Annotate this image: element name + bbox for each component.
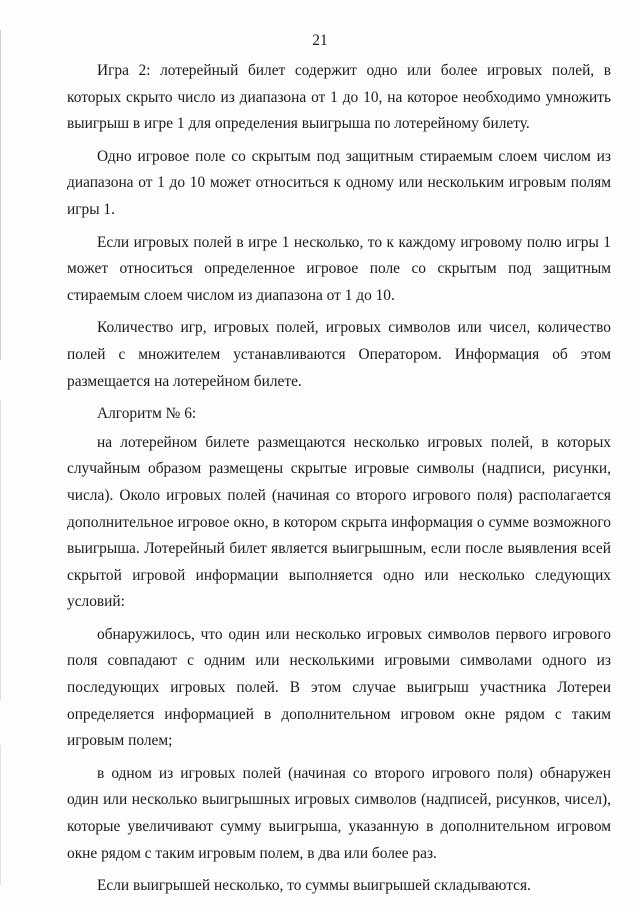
algorithm-heading: Алгоритм № 6: bbox=[97, 405, 197, 423]
paragraph-condition-match: обнаружилось, что один или несколько игровых символов первого игрового поля совпадают с одним или несколькими игровыми символами одного из последующих игровых полей. В этом случае выигрыш участника Лотереи определяется информацией в дополнительном игровом окне рядом с таким игровым полем; bbox=[67, 625, 611, 750]
paragraph-algorithm-description: на лотерейном билете размещаются несколько игровых полей, в которых случайным образом размещены скрытые игровые символы (надписи, рисунки, числа). Около игровых полей (начиная со второго игрового поля) располагается дополнительное игровое окно, в котором скрыта информация о сумме возможного выигрыша. Лотерейный билет является выигрышным, если после выявления всей скрытой игровой информации выполняется одно или несколько следующих условий: bbox=[67, 433, 611, 611]
paragraph-winnings-sum: Если выигрышей несколько, то суммы выигрышей складываются. bbox=[97, 877, 531, 895]
paragraph-condition-multiplier: в одном из игровых полей (начиная со второго игрового поля) обнаружен один или несколько выигрышных игровых символов (надписей, рисунков, чисел), которые увеличивают сумму выигрыша, указанную в дополнительном игровом окне рядом с таким игровым полем, в два или более раз. bbox=[67, 764, 611, 862]
page-number: 21 bbox=[312, 32, 328, 49]
scan-edge-line bbox=[0, 400, 1, 700]
paragraph-game-field-relation: Одно игровое поле со скрытым под защитным стираемым слоем числом из диапазона от 1 до 10 может относиться к одному или нескольким игровым полям игры 1. bbox=[67, 147, 611, 218]
paragraph-operator-settings: Количество игр, игровых полей, игровых символов или чисел, количество полей с множителем устанавливаются Оператором. Информация об этом размещается на лотерейном билете. bbox=[67, 319, 611, 390]
scan-edge-line bbox=[0, 745, 1, 885]
scan-edge-line bbox=[0, 30, 1, 360]
paragraph-multiple-fields: Если игровых полей в игре 1 несколько, то к каждому игровому полю игры 1 может относиться определенное игровое поле со скрытым под защитным стираемым слоем числом из диапазона от 1 до 10. bbox=[67, 233, 611, 304]
paragraph-game-2: Игра 2: лотерейный билет содержит одно или более игровых полей, в которых скрыто число из диапазона от 1 до 10, на которое необходимо умножить выигрыш в игре 1 для определения выигрыша по лотерейному билету. bbox=[67, 62, 611, 133]
document-body bbox=[67, 58, 611, 906]
